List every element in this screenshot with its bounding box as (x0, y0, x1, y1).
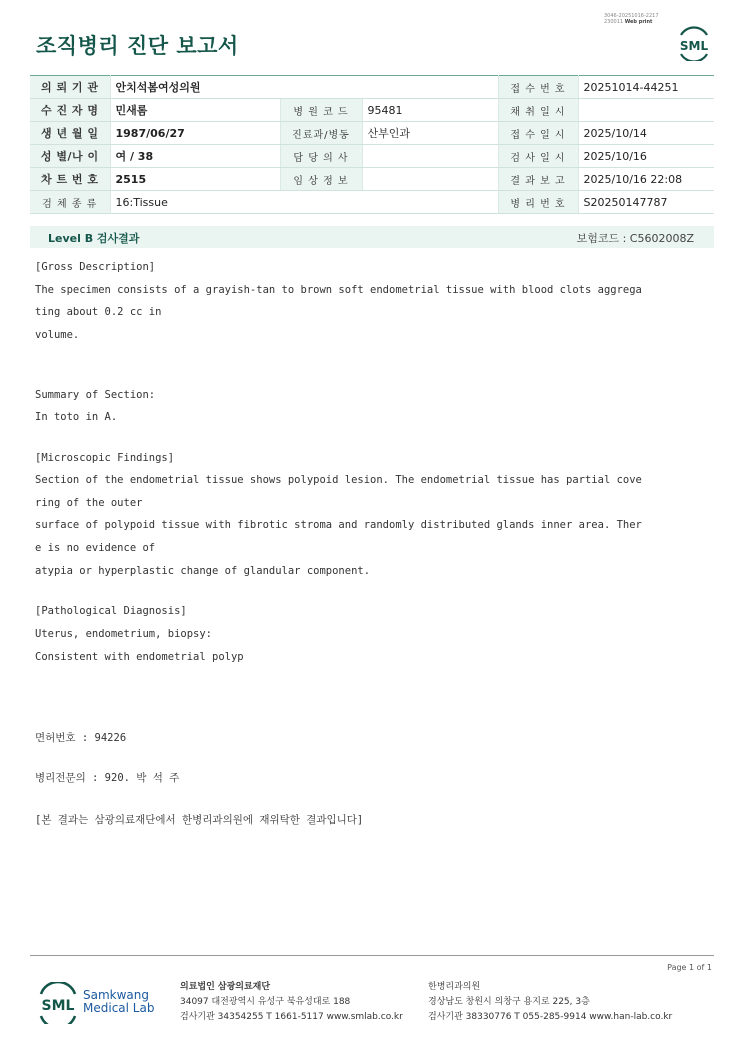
label-clinical-info: 임 상 정 보 (280, 168, 362, 191)
value-pathology-number: S20250147787 (578, 191, 714, 214)
info-row (30, 76, 714, 99)
value-specimen-type: 16:Tissue (110, 191, 498, 214)
value-test-date: 2025/10/16 (578, 145, 714, 168)
brand-name-line2: Medical Lab (83, 1001, 155, 1015)
report-line: volume. (35, 329, 80, 341)
footer-brand (83, 989, 154, 1015)
value-sex-age: 여 / 38 (110, 145, 280, 168)
report-line: atypia or hyperplastic change of glandular component. (35, 565, 371, 577)
org2-contact: 검사기관 38330776 T 055-285-9914 www.han-lab.co.kr (428, 1012, 673, 1022)
label-receipt-date: 접 수 일 시 (498, 122, 578, 145)
label-hospital-code: 병 원 코 드 (280, 99, 362, 122)
microscopic-findings-heading: [Microscopic Findings] (35, 452, 175, 464)
sml-logo-text: SML (679, 39, 709, 53)
report-line: ring of the outer (35, 497, 143, 509)
value-patient-name: 민새롬 (110, 99, 280, 122)
license-number: 면허번호 : 94226 (35, 732, 127, 744)
info-row (30, 122, 714, 145)
label-patient-name: 수 진 자 명 (30, 99, 110, 122)
value-receipt-date: 2025/10/14 (578, 122, 714, 145)
referral-note: [본 결과는 삼광의료재단에서 한병리과의원에 재위탁한 결과입니다] (35, 814, 364, 826)
value-requesting-institution: 안치석봄여성의원 (110, 76, 498, 99)
label-accession-number: 접 수 번 호 (498, 76, 578, 99)
value-collection-date (578, 99, 714, 122)
footer-org-hanlab (428, 980, 672, 1025)
label-test-date: 검 사 일 시 (498, 145, 578, 168)
patient-info-table (30, 75, 714, 214)
pathological-diagnosis-heading: [Pathological Diagnosis] (35, 605, 187, 617)
value-clinical-info (362, 168, 498, 191)
info-row (30, 145, 714, 168)
report-line: Uterus, endometrium, biopsy: (35, 628, 213, 640)
value-result-report: 2025/10/16 22:08 (578, 168, 714, 191)
page-number: Page 1 of 1 (667, 963, 712, 972)
insurance-code: 보험코드 : C5602008Z (576, 232, 694, 245)
brand-name-line1: Samkwang (83, 988, 149, 1002)
report-line: The specimen consists of a grayish-tan to brown soft endometrial tissue with blood clots aggrega (35, 284, 642, 296)
report-line: Section of the endometrial tissue shows polypoid lesion. The endometrial tissue has partial cove (35, 474, 642, 486)
report-line: ting about 0.2 cc in (35, 306, 162, 318)
org1-name: 의료법인 삼광의료재단 (180, 982, 271, 992)
value-physician (362, 145, 498, 168)
label-department: 진료과/병동 (280, 122, 362, 145)
gross-description-heading: [Gross Description] (35, 261, 156, 273)
report-title: 조직병리 진단 보고서 (36, 34, 239, 58)
sml-logo-icon (676, 25, 712, 61)
sml-footer-logo-icon (36, 982, 80, 1024)
org1-contact: 검사기관 34354255 T 1661-5117 www.smlab.co.kr (180, 1012, 403, 1022)
info-row (30, 191, 714, 214)
report-line: e is no evidence of (35, 542, 156, 554)
report-line: In toto in A. (35, 411, 118, 423)
label-collection-date: 채 취 일 시 (498, 99, 578, 122)
report-line: surface of polypoid tissue with fibrotic stroma and randomly distributed glands inner area. Ther (35, 519, 642, 531)
label-chart-number: 차 트 번 호 (30, 168, 110, 191)
print-tag: Web print (624, 19, 653, 25)
sml-footer-logo-text: SML (41, 998, 75, 1014)
label-result-report: 결 과 보 고 (498, 168, 578, 191)
label-sex-age: 성 별/나 이 (30, 145, 110, 168)
value-chart-number: 2515 (110, 168, 280, 191)
summary-of-section-label: Summary of Section: (35, 389, 156, 401)
value-accession-number: 20251014-44251 (578, 76, 714, 99)
footer-divider (30, 955, 714, 956)
label-birth-date: 생 년 월 일 (30, 122, 110, 145)
info-row (30, 99, 714, 122)
result-level: Level B 검사결과 (48, 232, 140, 245)
info-row (30, 168, 714, 191)
value-department: 산부인과 (362, 122, 498, 145)
print-code: 230011 (604, 19, 624, 25)
result-level-bar (30, 226, 714, 248)
value-birth-date: 1987/06/27 (110, 122, 280, 145)
print-id: 3046-20251016-2217 (604, 13, 659, 19)
value-hospital-code: 95481 (362, 99, 498, 122)
label-physician: 담 당 의 사 (280, 145, 362, 168)
print-stamp (604, 13, 659, 25)
diagnosis-line: Consistent with endometrial polyp (35, 651, 244, 663)
pathologist: 병리전문의 : 920. 박 석 주 (35, 772, 180, 784)
org2-address: 경상남도 창원시 의창구 용지로 225, 3층 (428, 997, 590, 1007)
footer-org-samkwang (180, 980, 403, 1025)
org1-address: 34097 대전광역시 유성구 북유성대로 188 (180, 997, 351, 1007)
label-requesting-institution: 의 뢰 기 관 (30, 76, 110, 99)
org2-name: 한병리과의원 (428, 982, 481, 992)
label-specimen-type: 검 체 종 류 (30, 191, 110, 214)
label-pathology-number: 병 리 번 호 (498, 191, 578, 214)
